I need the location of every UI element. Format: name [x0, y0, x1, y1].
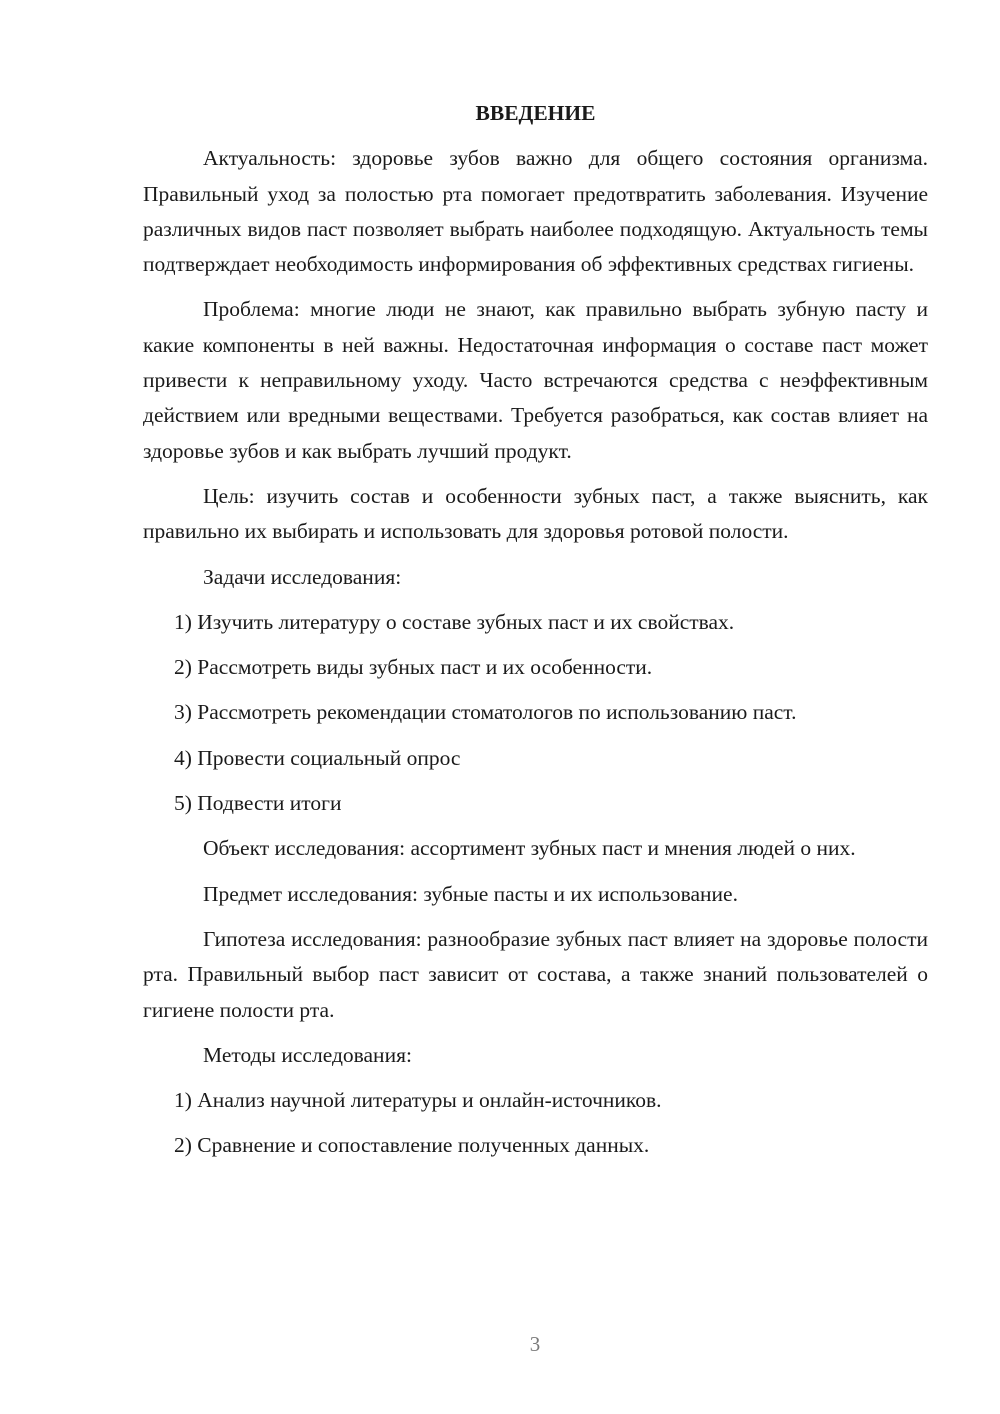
page-content: [143, 96, 928, 1174]
hypothesis-paragraph: Гипотеза исследования: разнообразие зубных паст влияет на здоровье полости рта. Правильный выбор паст зависит от состава, а также знаний пользователей о гигиене полости рта.: [143, 926, 928, 1022]
task-item: 4) Провести социальный опрос: [174, 745, 461, 770]
task-item: 5) Подвести итоги: [174, 791, 342, 816]
methods-title: Методы исследования:: [203, 1042, 412, 1067]
problem-paragraph: Проблема: многие люди не знают, как правильно выбрать зубную пасту и какие компоненты в ней важны. Недостаточная информация о составе паст может привести к неправильному уходу. Часто встречаются средства с неэффективным действием или вредными веществами. Требуется разобраться, как состав влияет на здоровье зубов и как выбрать лучший продукт.: [143, 297, 928, 463]
relevance-paragraph: Актуальность: здоровье зубов важно для общего состояния организма. Правильный уход за полостью рта помогает предотвратить заболевания. Изучение различных видов паст позволяет выбрать наиболее подходящую. Актуальность темы подтверждает необходимость информирования об эффективных средствах гигиены.: [143, 146, 928, 277]
task-item: 1) Изучить литературу о составе зубных паст и их свойствах.: [174, 609, 735, 634]
subject-paragraph: Предмет исследования: зубные пасты и их использование.: [203, 881, 738, 906]
tasks-title: Задачи исследования:: [203, 564, 402, 589]
task-item: 3) Рассмотреть рекомендации стоматологов по использованию паст.: [174, 700, 797, 725]
goal-paragraph: Цель: изучить состав и особенности зубных паст, а также выяснить, как правильно их выбирать и использовать для здоровья ротовой полости.: [143, 483, 928, 544]
section-heading: ВВЕДЕНИЕ: [475, 101, 596, 125]
task-item: 2) Рассмотреть виды зубных паст и их особенности.: [174, 655, 653, 680]
method-item: 2) Сравнение и сопоставление полученных данных.: [174, 1133, 650, 1158]
page-number: 3: [529, 1332, 541, 1356]
object-paragraph: Объект исследования: ассортимент зубных паст и мнения людей о них.: [203, 836, 856, 861]
method-item: 1) Анализ научной литературы и онлайн-источников.: [174, 1088, 662, 1113]
